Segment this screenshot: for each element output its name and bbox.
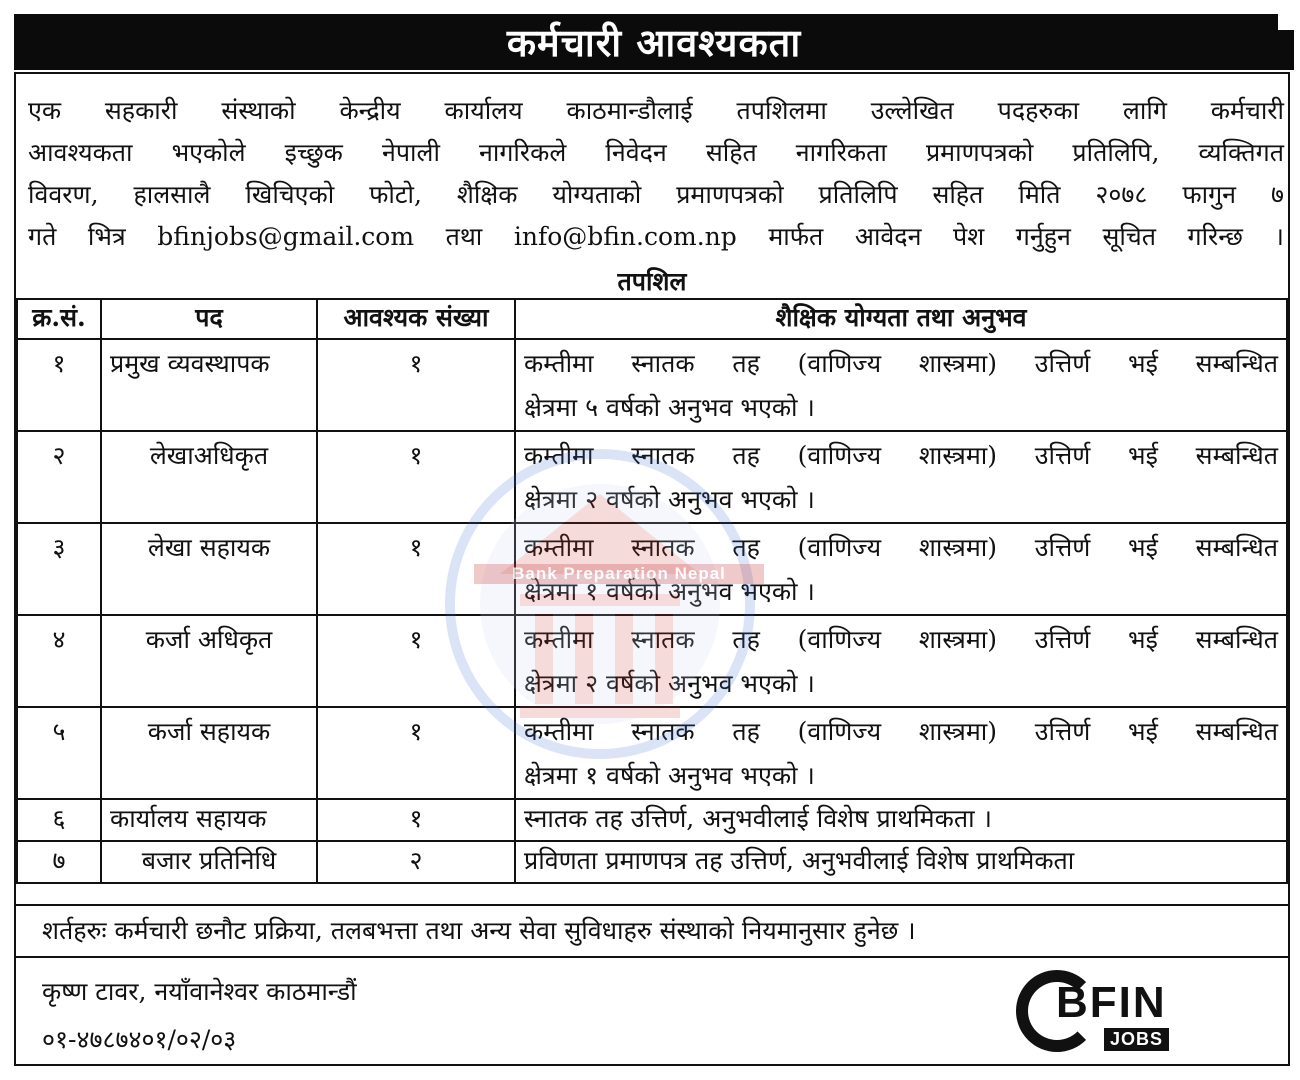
table-header-row: [17, 299, 1287, 339]
cell-sn: ५: [17, 707, 101, 799]
qualification-line: कम्तीमा स्नातक तह (वाणिज्य शास्त्रमा) उत्तिर्ण भई सम्बन्धित: [524, 717, 1278, 746]
cell-qualification: [515, 615, 1287, 707]
job-notice: [10, 8, 1290, 1072]
col-header-post: पद: [101, 299, 317, 339]
cell-qualification: प्रविणता प्रमाणपत्र तह उत्तिर्ण, अनुभवीलाई विशेष प्राथमिकता: [515, 841, 1287, 883]
cell-count: १: [317, 431, 515, 523]
table-row: [17, 799, 1287, 841]
qualification-line: कम्तीमा स्नातक तह (वाणिज्य शास्त्रमा) उत्तिर्ण भई सम्बन्धित: [524, 533, 1278, 562]
conditions-text: शर्तहरुः कर्मचारी छनौट प्रक्रिया, तलबभत्ता तथा अन्य सेवा सुविधाहरु संस्थाको नियमानुसार हुनेछ ।: [16, 904, 1288, 958]
cell-qualification: [515, 339, 1287, 431]
intro-line: आवश्यकता भएकोले इच्छुक नेपाली नागरिकले निवेदन सहित नागरिकता प्रमाणपत्रको प्रतिलिपि, व्यक्तिगत: [28, 138, 1284, 167]
cell-qualification: [515, 431, 1287, 523]
qualification-line: क्षेत्रमा १ वर्षको अनुभव भएको ।: [524, 577, 815, 606]
logo-brand-text: BFIN: [1056, 978, 1167, 1027]
col-header-sn: क्र.सं.: [17, 299, 101, 339]
table-row: [17, 841, 1287, 883]
intro-paragraph: [28, 90, 1284, 258]
cell-count: १: [317, 615, 515, 707]
qualification-line: क्षेत्रमा २ वर्षको अनुभव भएको ।: [524, 485, 815, 514]
cell-count: १: [317, 707, 515, 799]
qualification-line: क्षेत्रमा ५ वर्षको अनुभव भएको ।: [524, 393, 815, 422]
intro-line: विवरण, हालसालै खिचिएको फोटो, शैक्षिक योग्यताको प्रमाणपत्रको प्रतिलिपि सहित मिति २०७८ फागुन ७: [28, 180, 1284, 209]
watermark-text: Bank Preparation Nepal: [474, 564, 764, 584]
cell-sn: ३: [17, 523, 101, 615]
cell-post: लेखा सहायक: [101, 523, 317, 615]
col-header-count: आवश्यक संख्या: [317, 299, 515, 339]
cell-post: प्रमुख व्यवस्थापक: [101, 339, 317, 431]
cell-count: २: [317, 841, 515, 883]
cell-post: कर्जा सहायक: [101, 707, 317, 799]
cell-sn: २: [17, 431, 101, 523]
cell-sn: ७: [17, 841, 101, 883]
notice-title: कर्मचारी आवश्यकता: [506, 21, 802, 65]
qualification-line: क्षेत्रमा १ वर्षको अनुभव भएको ।: [524, 761, 815, 790]
table-row: [17, 339, 1287, 431]
cell-qualification: [515, 707, 1287, 799]
cell-count: १: [317, 523, 515, 615]
cell-post: लेखाअधिकृत: [101, 431, 317, 523]
qualification-line: कम्तीमा स्नातक तह (वाणिज्य शास्त्रमा) उत्तिर्ण भई सम्बन्धित: [524, 625, 1278, 654]
qualification-line: क्षेत्रमा २ वर्षको अनुभव भएको ।: [524, 669, 815, 698]
notice-header: [14, 14, 1294, 70]
cell-qualification: स्नातक तह उत्तिर्ण, अनुभवीलाई विशेष प्राथमिकता ।: [515, 799, 1287, 841]
intro-line: एक सहकारी संस्थाको केन्द्रीय कार्यालय काठमान्डौलाई तपशिलमा उल्लेखित पदहरुका लागि कर्मचारी: [28, 96, 1284, 125]
cell-count: १: [317, 799, 515, 841]
vacancy-table: [16, 298, 1288, 884]
bfin-logo: [1016, 970, 1216, 1060]
cell-post: कार्यालय सहायक: [101, 799, 317, 841]
schedule-label: तपशिल: [617, 267, 687, 296]
table-row: [17, 431, 1287, 523]
cell-sn: ६: [17, 799, 101, 841]
cell-sn: ४: [17, 615, 101, 707]
qualification-line: कम्तीमा स्नातक तह (वाणिज्य शास्त्रमा) उत्तिर्ण भई सम्बन्धित: [524, 349, 1278, 378]
logo-jobs-badge: JOBS: [1104, 1028, 1169, 1051]
cell-post: बजार प्रतिनिधि: [101, 841, 317, 883]
office-address: कृष्ण टावर, नयाँवानेश्वर काठमान्डौं: [42, 977, 357, 1006]
cell-count: १: [317, 339, 515, 431]
cell-post: कर्जा अधिकृत: [101, 615, 317, 707]
intro-line: गते भित्र bfinjobs@gmail.com तथा info@bfin.com.np मार्फत आवेदन पेश गर्नुहुन सूचित गरिन्छ ।: [28, 222, 1284, 251]
table-row: [17, 615, 1287, 707]
table-row: [17, 707, 1287, 799]
office-phone: ०१-४७८७४०१/०२/०३: [42, 1025, 237, 1054]
header-corner-notch: [1278, 14, 1294, 30]
qualification-line: कम्तीमा स्नातक तह (वाणिज्य शास्त्रमा) उत्तिर्ण भई सम्बन्धित: [524, 441, 1278, 470]
col-header-qualification: शैक्षिक योग्यता तथा अनुभव: [515, 299, 1287, 339]
cell-sn: १: [17, 339, 101, 431]
